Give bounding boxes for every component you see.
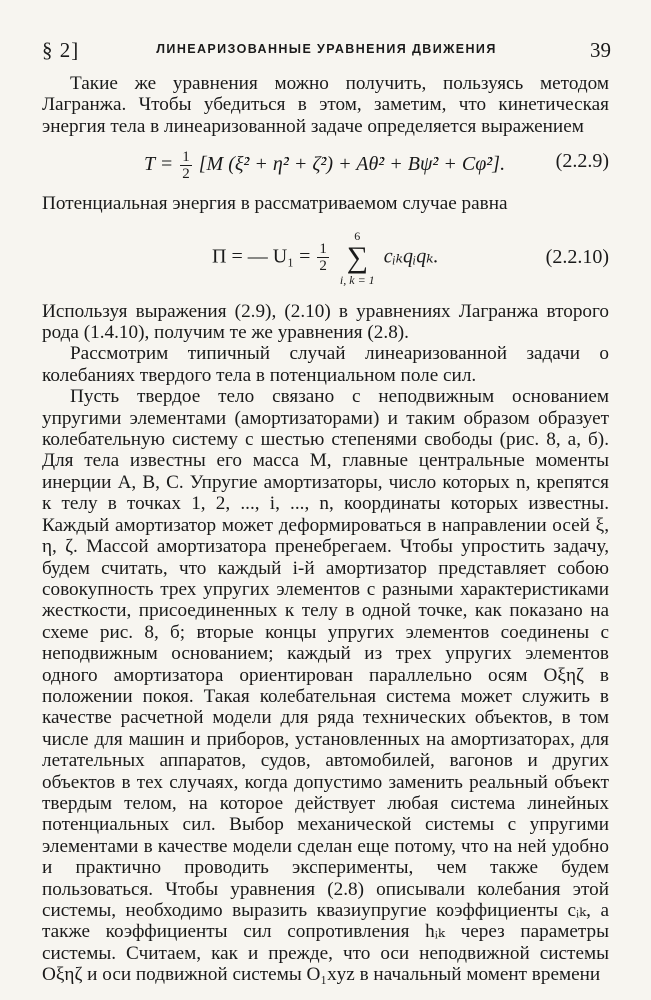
eq2-frac-denominator: 2 — [319, 258, 327, 275]
eq2-term: cᵢₖqᵢqₖ. — [383, 245, 439, 268]
paragraph-typical-case: Рассмотрим типичный случай линеаризованной задачи о колебаниях твердого тела в потенциальном поле сил. — [42, 343, 609, 386]
eq1-lhs: T = — [144, 153, 174, 176]
equation-2-2-10 — [42, 221, 609, 293]
equation-number-2-2-9: (2.2.9) — [555, 150, 609, 173]
paragraph-rigid-body-model: Пусть твердое тело связано с неподвижным основанием упругими элементами (амортизаторами) и таким образом образует колебательную систему с шестью степенями свободы (рис. 8, а, б). Для тела известны его масса M, главные центральные моменты инерции A, B, C. Упругие амортизаторы, число которых n, крепятся к телу в точках 1, 2, ..., i, ..., n, координаты которых известны. Каждый амортизатор может деформироваться в направлении осей ξ, η, ζ. Массой амортизатора пренебрегаем. Чтобы упростить задачу, будем считать, что каждый i-й амортизатор представляет собою совокупность трех упругих элементов с разными характеристиками жесткости, присоединенных к телу в одной точке, как показано на схеме рис. 8, б; вторые концы упругих элементов соединены с неподвижным основанием; каждый из трех упругих элементов одного амортизатора ориентирован параллельно осям Oξηζ в положении покоя. Такая колебательная система может служить в качестве расчетной модели для ряда технических объектов, в том числе для машин и приборов, установленных на амортизаторах, для летательных аппаратов, судов, автомобилей, вагонов и других объектов в тех случаях, когда допустимо заменить реальный объект твердым телом, на которое действует любая система линейных потенциальных сил. Выбор механической системы с упругими элементами в качестве модели сделан еще потому, что на ней удобно и практично проводить эксперименты, чем также будем пользоваться. Чтобы уравнения (2.8) описывали колебания этой системы, необходимо выразить квазиупругие коэффициенты cᵢₖ, а также коэффициенты сил сопротивления hᵢₖ через параметры системы. Считаем, как и прежде, что оси неподвижной системы Oξηζ и оси подвижной системы O₁xyz в начальный момент времени — [42, 386, 609, 986]
paragraph-lagrange-intro: Такие же уравнения можно получить, пользуясь методом Лагранжа. Чтобы убедиться в этом, заметим, что кинетическая энергия тела в линеаризованной задаче определяется выражением — [42, 73, 609, 137]
eq1-rhs: [M (ξ̇² + η̇² + ζ̇²) + Aθ̇² + Bψ̇² + Cφ̇²]. — [198, 153, 506, 176]
sum-sigma: ∑ — [346, 240, 368, 274]
eq2-lhs: Π = — U₁ = — [212, 245, 311, 268]
paragraph-lagrange-conclusion: Используя выражения (2.9), (2.10) в уравнениях Лагранжа второго рода (1.4.10), получим те же уравнения (2.8). — [42, 300, 609, 344]
sum-lower-limit: i, k = 1 — [339, 272, 375, 287]
equation-2-2-9-body — [144, 149, 505, 182]
running-header — [42, 38, 611, 64]
eq2-fraction — [317, 241, 329, 274]
equation-number-2-2-10: (2.2.10) — [545, 245, 609, 268]
equation-2-2-9 — [42, 141, 609, 187]
section-marker: § 2] — [42, 38, 80, 62]
eq1-frac-numerator: 1 — [182, 149, 190, 166]
page-number: 39 — [590, 38, 611, 62]
paragraph-potential-energy: Потенциальная энергия в рассматриваемом случае равна — [42, 193, 508, 215]
equation-2-2-10-body — [212, 229, 438, 287]
page-body — [42, 73, 609, 986]
eq1-frac-denominator: 2 — [182, 166, 190, 183]
sum-upper-limit: 6 — [354, 228, 361, 243]
eq2-frac-numerator: 1 — [319, 241, 327, 258]
eq1-fraction — [180, 149, 192, 182]
summation — [340, 229, 375, 287]
running-title: ЛИНЕАРИЗОВАННЫЕ УРАВНЕНИЯ ДВИЖЕНИЯ — [156, 42, 497, 56]
